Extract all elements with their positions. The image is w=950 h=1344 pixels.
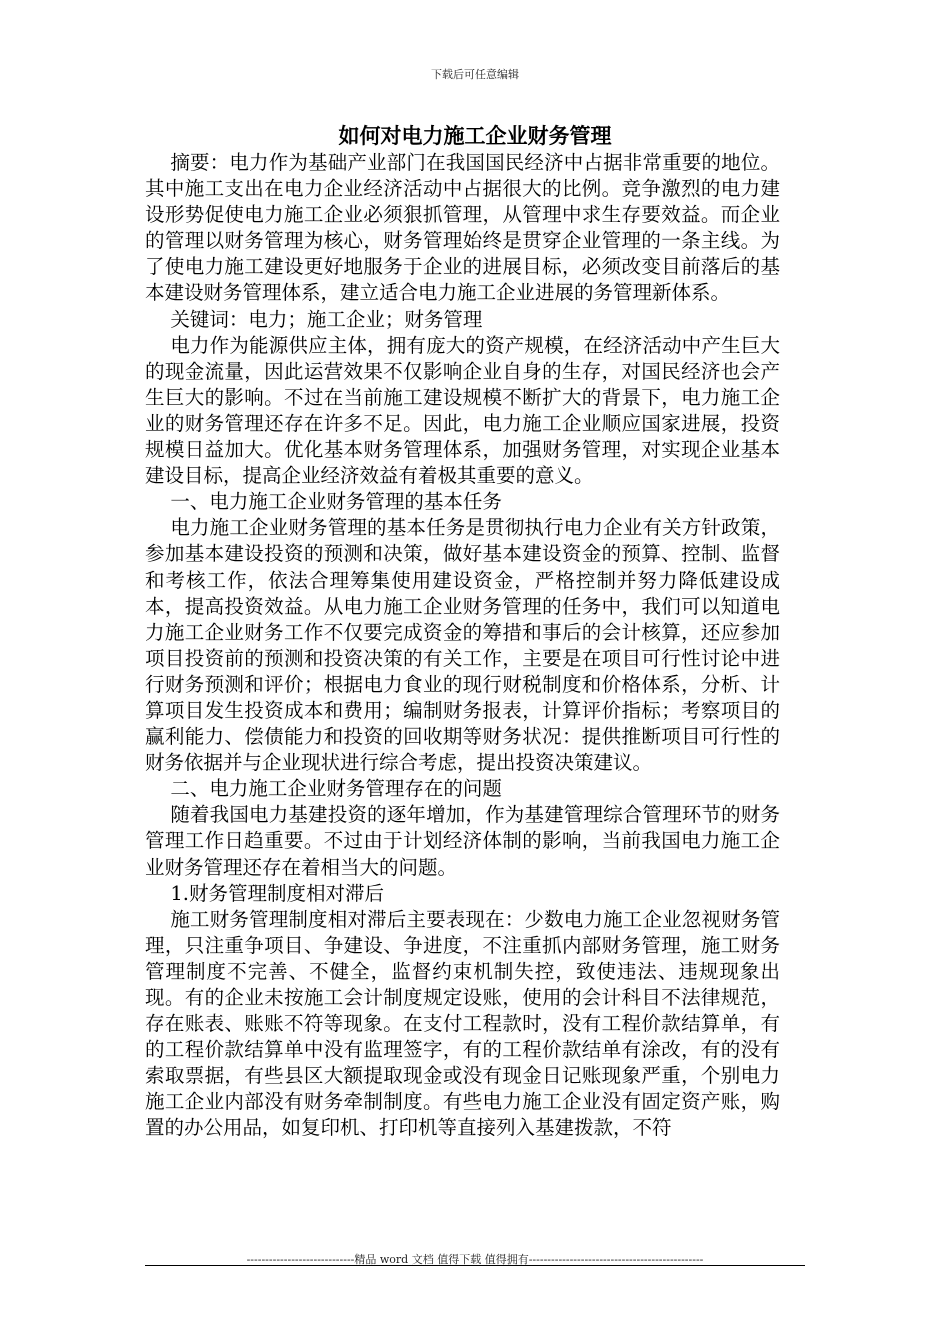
- paragraph-section-2: 随着我国电力基建投资的逐年增加，作为基建管理综合管理环节的财务管理工作日趋重要。不过由于计划经济体制的影响，当前我国电力施工企业财务管理还存在着相当大的问题。: [145, 803, 780, 879]
- footer-note: -----------------------------精品 word 文档 值得下载 值得拥有-----------------------------------------------: [246, 1253, 704, 1266]
- subsection-heading-1: 1.财务管理制度相对滞后: [170, 881, 384, 905]
- section-heading-2: 二、电力施工企业财务管理存在的问题: [170, 777, 502, 801]
- section-heading-1: 一、电力施工企业财务管理的基本任务: [170, 490, 502, 514]
- paragraph-keywords: 关键词：电力；施工企业；财务管理: [170, 307, 483, 331]
- document-body: [145, 150, 780, 1142]
- paragraph-abstract: 摘要：电力作为基础产业部门在我国国民经济中占据非常重要的地位。其中施工支出在电力企业经济活动中占据很大的比例。竞争激烈的电力建设形势促使电力施工企业必须狠抓管理，从管理中求生存要效益。而企业的管理以财务管理为核心，财务管理始终是贯穿企业管理的一条主线。为了使电力施工建设更好地服务于企业的进展目标，必须改变目前落后的基本建设财务管理体系，建立适合电力施工企业进展的务管理新体系。: [145, 151, 780, 305]
- footer-divider: [145, 1265, 805, 1266]
- paragraph-intro: 电力作为能源供应主体，拥有庞大的资产规模，在经济活动中产生巨大的现金流量，因此运营效果不仅影响企业自身的生存，对国民经济也会产生巨大的影响。不过在当前施工建设规模不断扩大的背景下，电力施工企业的财务管理还存在许多不足。因此，电力施工企业顺应国家进展，投资规模日益加大。优化基本财务管理体系，加强财务管理，对实现企业基本建设目标，提高企业经济效益有着极其重要的意义。: [145, 333, 780, 488]
- document-title: 如何对电力施工企业财务管理: [338, 123, 612, 148]
- paragraph-section-1: 电力施工企业财务管理的基本任务是贯彻执行电力企业有关方针政策，参加基本建设投资的预测和决策，做好基本建设资金的预算、控制、监督和考核工作，依法合理筹集使用建设资金，严格控制并努力降低建设成本，提高投资效益。从电力施工企业财务管理的任务中，我们可以知道电力施工企业财务工作不仅要完成资金的筹措和事后的会计核算，还应参加项目投资前的预测和投资决策的有关工作，主要是在项目可行性讨论中进行财务预测和评价；根据电力食业的现行财税制度和价格体系，分析、计算项目发生投资成本和费用；编制财务报表，计算评价指标；考察项目的赢利能力、偿债能力和投资的回收期等财务状况：提供推断项目可行性的财务依据并与企业现状进行综合考虑，提出投资决策建议。: [145, 516, 780, 775]
- header-note: 下载后可任意编辑: [431, 68, 519, 81]
- paragraph-subsection-1: 施工财务管理制度相对滞后主要表现在：少数电力施工企业忽视财务管理，只注重争项目、争建设、争进度，不注重抓内部财务管理，施工财务管理制度不完善、不健全，监督约束机制失控，致使违法、违规现象出现。有的企业未按施工会计制度规定设账，使用的会计科目不法律规范，存在账表、账账不符等现象。在支付工程款时，没有工程价款结算单，有的工程价款结算单中没有监理签字，有的工程价款结单有涂改，有的没有索取票据，有些县区大额提取现金或没有现金日记账现象严重，个别电力施工企业内部没有财务牵制制度。有些电力施工企业没有固定资产账，购置的办公用品，如复印机、打印机等直接列入基建拨款，不符: [145, 907, 780, 1140]
